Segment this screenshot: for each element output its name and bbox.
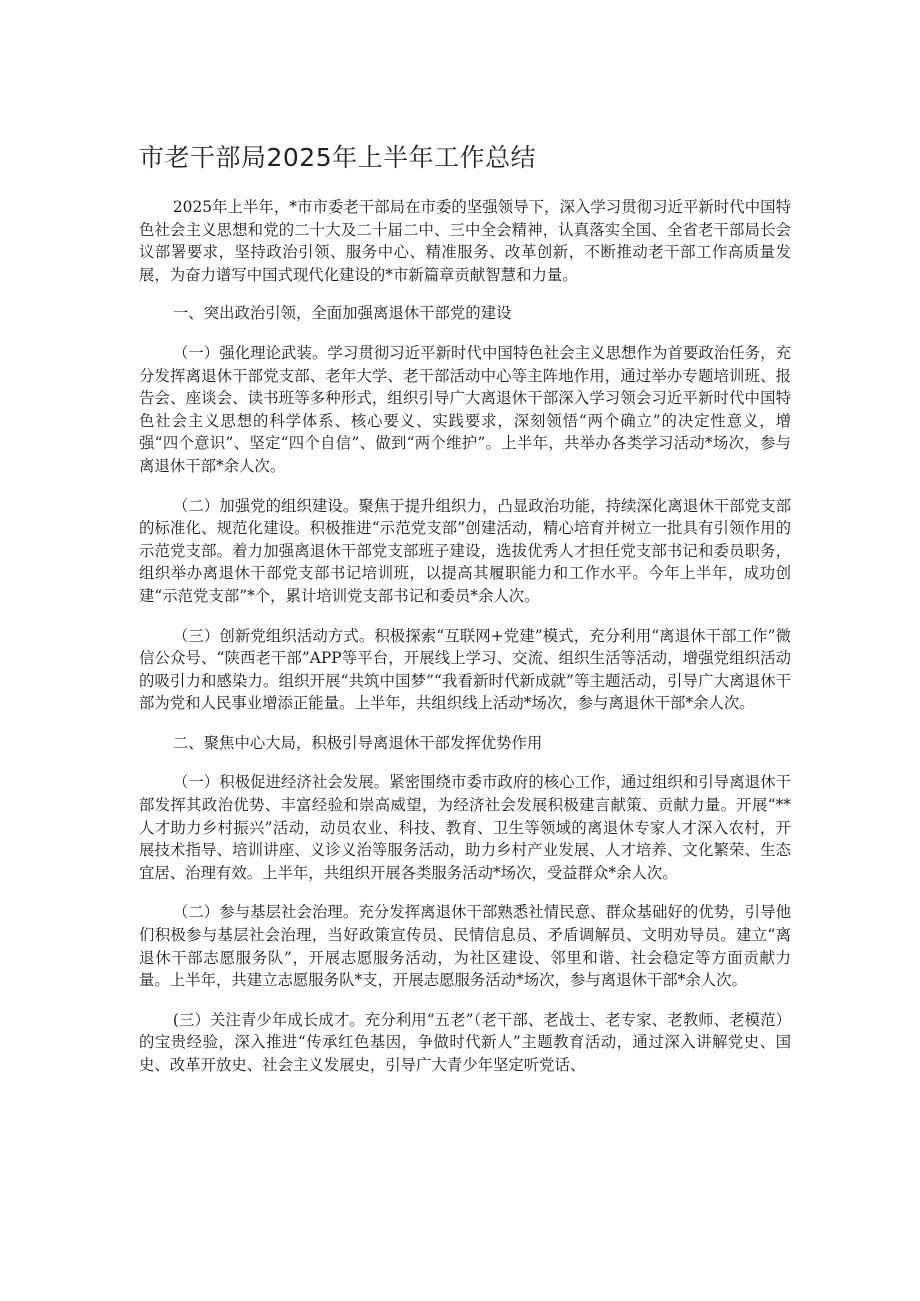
paragraph: （一）强化理论武装。学习贯彻习近平新时代中国特色社会主义思想作为首要政治任务，充分发挥离退休干部党支部、老年大学、老干部活动中心等主阵地作用，通过举办专题培训班、报告会、座谈会、读书班等多种形式，组织引导广大离退休干部深入学习领会习近平新时代中国特色社会主义思想的科学体系、核心要义、实践要求，深刻领悟“两个确立”的决定性意义，增强“四个意识”、坚定“四个自信”、做到“两个维护”。上半年，共举办各类学习活动*场次，参与离退休干部*余人次。 xyxy=(139,343,791,475)
document-title: 市老干部局2025年上半年工作总结 xyxy=(139,143,537,172)
paragraph: （三）创新党组织活动方式。积极探索“互联网+党建”模式，充分利用“离退休干部工作”微信公众号、“陕西老干部”APP等平台，开展线上学习、交流、组织生活等活动，增强党组织活动的吸引力和感染力。组织开展“共筑中国梦”“我看新时代新成就”等主题活动，引导广大离退休干部为党和人民事业增添正能量。上半年，共组织线上活动*场次，参与离退休干部*余人次。 xyxy=(139,626,791,713)
document-body xyxy=(139,196,791,1077)
paragraph: （二）参与基层社会治理。充分发挥离退休干部熟悉社情民意、群众基础好的优势，引导他们积极参与基层社会治理，当好政策宣传员、民情信息员、矛盾调解员、文明劝导员。建立“离退休干部志愿服务队”，开展志愿服务活动，为社区建设、邻里和谐、社会稳定等方面贡献力量。上半年，共建立志愿服务队*支，开展志愿服务活动*场次，参与离退休干部*余人次。 xyxy=(139,903,791,990)
paragraph: (三）关注青少年成长成才。充分利用“五老”（老干部、老战士、老专家、老教师、老模范）的宝贵经验，深入推进“传承红色基因，争做时代新人”主题教育活动，通过深入讲解党史、国史、改革开放史、社会主义发展史，引导广大青少年坚定听党话、 xyxy=(139,1010,791,1074)
paragraph: （二）加强党的组织建设。聚焦于提升组织力，凸显政治功能，持续深化离退休干部党支部的标准化、规范化建设。积极推进“示范党支部”创建活动，精心培育并树立一批具有引领作用的示范党支部。着力加强离退休干部党支部班子建设，选拔优秀人才担任党支部书记和委员职务，组织举办离退休干部党支部书记培训班，以提高其履职能力和工作水平。今年上半年，成功创建“示范党支部”*个，累计培训党支部书记和委员*余人次。 xyxy=(139,496,791,605)
paragraph: （一）积极促进经济社会发展。紧密围绕市委市政府的核心工作，通过组织和引导离退休干部发挥其政治优势、丰富经验和崇高威望，为经济社会发展积极建言献策、贡献力量。开展“**人才助力乡村振兴”活动，动员农业、科技、教育、卫生等领域的离退休专家人才深入农村，开展技术指导、培训讲座、义诊义治等服务活动，助力乡村产业发展、人才培养、文化繁荣、生态宜居、治理有效。上半年，共组织开展各类服务活动*场次，受益群众*余人次。 xyxy=(139,773,791,882)
section-heading: 二、聚焦中心大局，积极引导离退休干部发挥优势作用 xyxy=(172,733,543,752)
intro-paragraph: 2025年上半年，*市市委老干部局在市委的坚强领导下，深入学习贯彻习近平新时代中国特色社会主义思想和党的二十大及二十届二中、三中全会精神，认真落实全国、全省老干部局长会议部署要求，坚持政治引领、服务中心、精准服务、改革创新，不断推动老干部工作高质量发展，为奋力谱写中国式现代化建设的*市新篇章贡献智慧和力量。 xyxy=(139,198,791,284)
section-heading: 一、突出政治引领，全面加强离退休干部党的建设 xyxy=(172,304,512,323)
